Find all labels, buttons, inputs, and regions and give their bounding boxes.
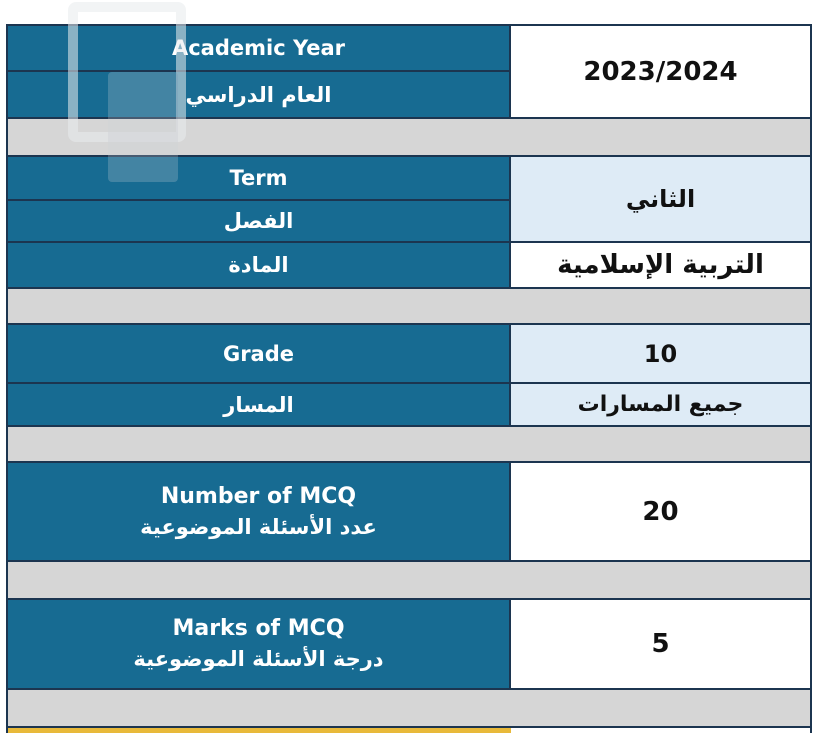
next-row-accent-strip: [8, 728, 511, 733]
subject-label: المادة: [228, 253, 289, 277]
mcq-count-label-ar: عدد الأسئلة الموضوعية: [140, 514, 377, 539]
grade-label: Grade: [8, 325, 509, 384]
mcq-count-label-cell: [8, 463, 511, 560]
grade-label-cell: [8, 325, 511, 425]
academic-year-label-en: Academic Year: [8, 26, 509, 72]
term-value: الثاني: [511, 157, 810, 243]
mcq-marks-label-cell: [8, 600, 511, 688]
term-label-en: Term: [8, 157, 509, 201]
track-value: جميع المسارات: [511, 384, 810, 425]
mcq-marks-label-ar: درجة الأسئلة الموضوعية: [133, 647, 384, 671]
academic-year-value: 2023/2024: [511, 26, 810, 117]
row-grade-track: [8, 325, 810, 425]
row-mcq-marks: [8, 600, 810, 688]
subject-value: التربية الإسلامية: [511, 243, 810, 287]
mcq-marks-label-en: Marks of MCQ: [172, 616, 345, 641]
row-mcq-count: [8, 463, 810, 560]
academic-year-label-ar: العام الدراسي: [185, 82, 332, 107]
mcq-marks-value: 5: [511, 600, 810, 688]
separator: [8, 287, 810, 325]
separator: [8, 560, 810, 600]
mcq-count-label-en: Number of MCQ: [160, 483, 357, 509]
separator: [8, 688, 810, 728]
separator: [8, 425, 810, 463]
grade-value: 10: [511, 325, 810, 384]
term-label-cell: [8, 157, 511, 287]
term-label-ar: الفصل: [8, 201, 509, 243]
watermark-logo: [68, 2, 186, 142]
watermark-shape: [108, 72, 178, 182]
track-label: المسار: [223, 392, 294, 417]
mcq-count-value: 20: [511, 463, 810, 560]
